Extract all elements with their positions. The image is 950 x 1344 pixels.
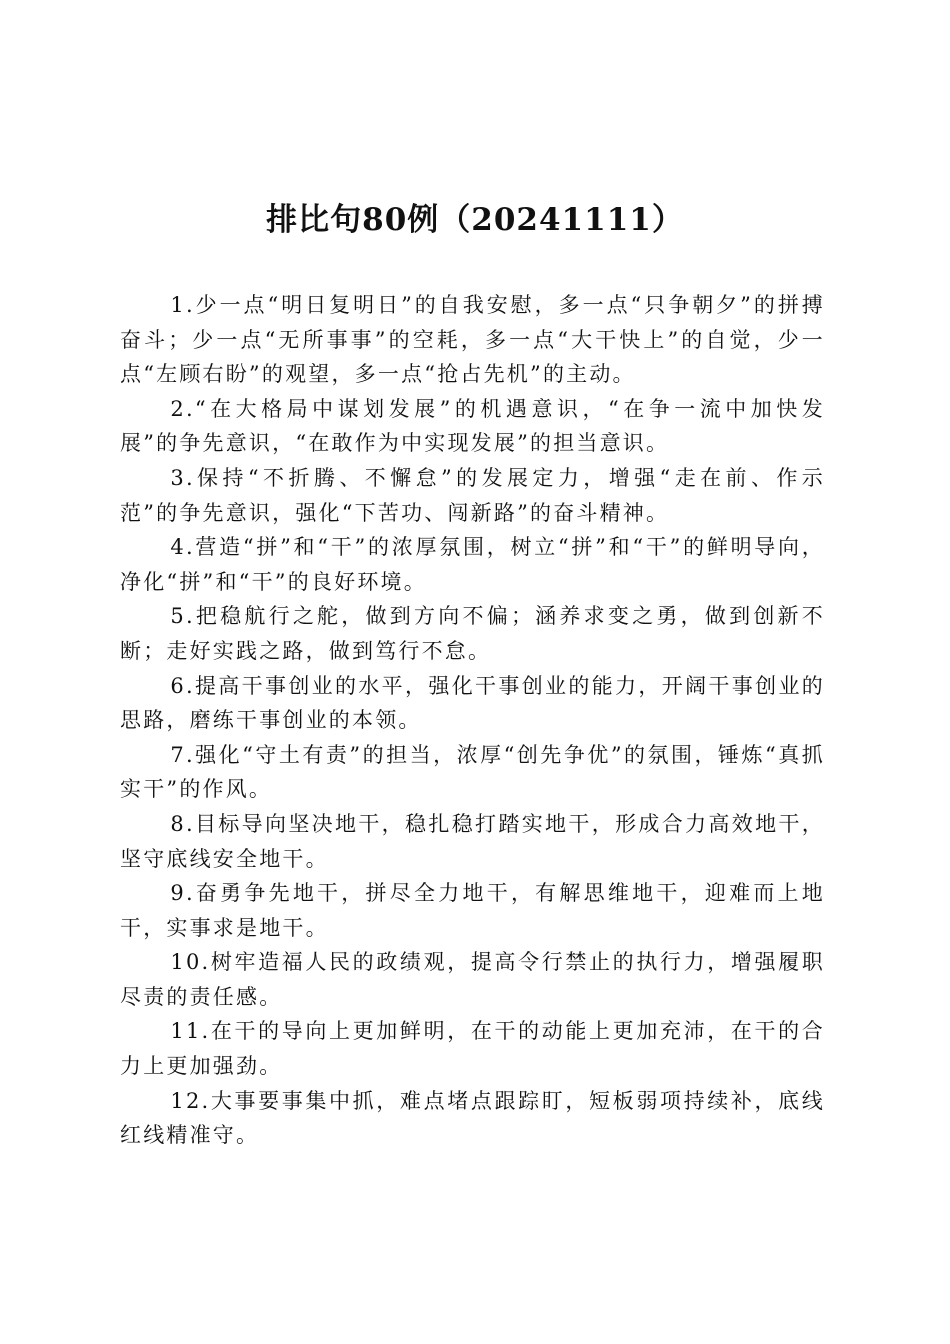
paragraph-4: 4.营造“拼”和“干”的浓厚氛围，树立“拼”和“干”的鲜明导向，净化“拼”和“干”的良好环境。 xyxy=(120,535,825,594)
paragraph-3: 3.保持“不折腾、不懈怠”的发展定力，增强“走在前、作示范”的争先意识，强化“下苦功、闯新路”的奋斗精神。 xyxy=(120,465,825,525)
document-title: 排比句80例（20241111） xyxy=(266,202,684,238)
paragraph-9: 9.奋勇争先地干，拼尽全力地干，有解思维地干，迎难而上地干，实事求是地干。 xyxy=(120,881,825,940)
paragraph-6: 6.提高干事创业的水平，强化干事创业的能力，开阔干事创业的思路，磨练干事创业的本领。 xyxy=(120,673,825,733)
paragraph-8: 8.目标导向坚决地干，稳扎稳打踏实地干，形成合力高效地干，坚守底线安全地干。 xyxy=(120,811,825,871)
paragraph-2: 2.“在大格局中谋划发展”的机遇意识，“在争一流中加快发展”的争先意识，“在敢作为中实现发展”的担当意识。 xyxy=(120,396,825,456)
paragraph-10: 10.树牢造福人民的政绩观，提高令行禁止的执行力，增强履职尽责的责任感。 xyxy=(120,950,825,1009)
paragraph-5: 5.把稳航行之舵，做到方向不偏；涵养求变之勇，做到创新不断；走好实践之路，做到笃行不怠。 xyxy=(120,604,825,663)
paragraph-7: 7.强化“守土有责”的担当，浓厚“创先争优”的氛围，锤炼“真抓实干”的作风。 xyxy=(120,742,825,802)
paragraph-11: 11.在干的导向上更加鲜明，在干的动能上更加充沛，在干的合力上更加强劲。 xyxy=(120,1019,825,1079)
paragraph-1: 1.少一点“明日复明日”的自我安慰，多一点“只争朝夕”的拼搏奋斗；少一点“无所事事”的空耗，多一点“大干快上”的自觉，少一点“左顾右盼”的观望，多一点“抢占先机”的主动。 xyxy=(120,293,825,387)
document-body xyxy=(120,288,825,1153)
paragraph-12: 12.大事要事集中抓，难点堵点跟踪盯，短板弱项持续补，底线红线精准守。 xyxy=(120,1088,825,1148)
